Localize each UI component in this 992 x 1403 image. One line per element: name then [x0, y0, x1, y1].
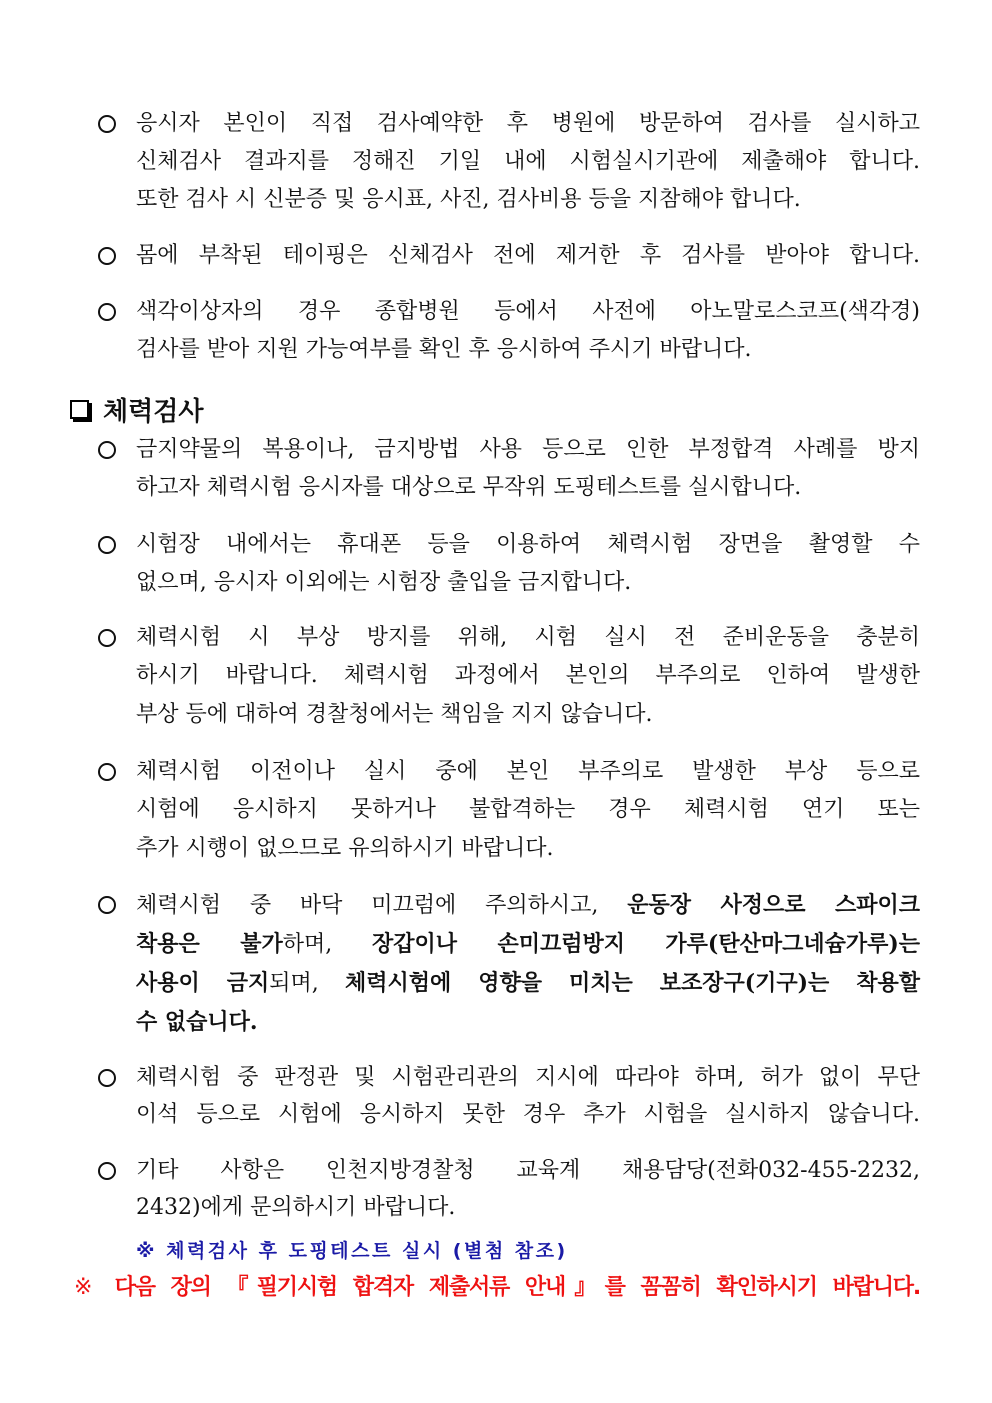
text-line: 부상 등에 대하여 경찰청에서는 책임을 지지 않습니다.	[136, 702, 653, 727]
text-line: 체력시험 중 판정관 및 시험관리관의 지시에 따라야 하며, 허가 없이 무단	[136, 1065, 920, 1090]
text-segment: 체력시험 중 바닥 미끄럼에 주의하시고,	[136, 893, 628, 918]
text-segment: 되며,	[269, 971, 346, 996]
section-heading-physical-test	[70, 392, 203, 426]
text-line: 체력시험 이전이나 실시 중에 본인 부주의로 발생한 부상 등으로	[136, 759, 920, 784]
emphasized-text: 운동장 사정으로 스파이크	[627, 892, 920, 918]
circle-bullet-icon	[98, 247, 116, 265]
text-line: 2432)에게 문의하시기 바랍니다.	[136, 1195, 456, 1220]
emphasized-text: 체력시험에 영향을 미치는 보조장구(기구)는 착용할	[345, 970, 920, 996]
text-line	[136, 967, 920, 999]
text-line: 기타 사항은 인천지방경찰청 교육계 채용담당(전화032-455-2232,	[136, 1158, 920, 1183]
circle-bullet-icon	[98, 763, 116, 781]
notice-text: 다음 장의 『필기시험 합격자 제출서류 안내』를 꼼꼼히 확인하시기 바랍니다.	[114, 1275, 921, 1300]
emphasized-text: 장갑이나 손미끄럼방지 가루(탄산마그네슘가루)는	[372, 931, 921, 957]
circle-bullet-icon	[98, 303, 116, 321]
circle-bullet-icon	[98, 1069, 116, 1087]
text-line: 검사를 받아 지원 가능여부를 확인 후 응시하여 주시기 바랍니다.	[136, 337, 752, 362]
text-line: 추가 시행이 없으므로 유의하시기 바랍니다.	[136, 836, 554, 861]
text-line	[136, 928, 920, 960]
submission-documents-notice	[74, 1270, 920, 1301]
emphasized-text: 사용이 금지	[136, 970, 270, 996]
square-bullet-icon	[70, 400, 89, 419]
text-line: 하고자 체력시험 응시자를 대상으로 무작위 도핑테스트를 실시합니다.	[136, 475, 802, 500]
circle-bullet-icon	[98, 896, 116, 914]
text-line: 수 없습니다.	[136, 1009, 258, 1035]
text-line: 또한 검사 시 신분증 및 응시표, 사진, 검사비용 등을 지참해야 합니다.	[136, 187, 801, 212]
text-line: 시험에 응시하지 못하거나 불합격하는 경우 체력시험 연기 또는	[136, 797, 920, 822]
circle-bullet-icon	[98, 1162, 116, 1180]
text-line: 체력시험 시 부상 방지를 위해, 시험 실시 전 준비운동을 충분히	[136, 625, 920, 650]
doping-test-note: ※ 체력검사 후 도핑테스트 실시 (별첨 참조)	[136, 1240, 568, 1262]
circle-bullet-icon	[98, 441, 116, 459]
text-line: 시험장 내에서는 휴대폰 등을 이용하여 체력시험 장면을 촬영할 수	[136, 532, 920, 557]
text-line: 이석 등으로 시험에 응시하지 못한 경우 추가 시험을 실시하지 않습니다.	[136, 1102, 920, 1127]
section-title: 체력검사	[103, 396, 204, 427]
text-line: 없으며, 응시자 이외에는 시험장 출입을 금지합니다.	[136, 570, 632, 595]
emphasized-text: 착용은 불가	[136, 931, 283, 957]
text-line: 금지약물의 복용이나, 금지방법 사용 등으로 인한 부정합격 사례를 방지	[136, 437, 920, 462]
reference-mark-icon: ※	[74, 1275, 101, 1300]
circle-bullet-icon	[98, 115, 116, 133]
text-line: 색각이상자의 경우 종합병원 등에서 사전에 아노말로스코프(색각경)	[136, 299, 920, 324]
text-line: 몸에 부착된 테이핑은 신체검사 전에 제거한 후 검사를 받아야 합니다.	[136, 243, 920, 268]
text-line: 하시기 바랍니다. 체력시험 과정에서 본인의 부주의로 인하여 발생한	[136, 663, 920, 688]
circle-bullet-icon	[98, 536, 116, 554]
text-line: 신체검사 결과지를 정해진 기일 내에 시험실시기관에 제출해야 합니다.	[136, 149, 920, 174]
text-line	[136, 889, 920, 921]
text-line: 응시자 본인이 직접 검사예약한 후 병원에 방문하여 검사를 실시하고	[136, 111, 920, 136]
circle-bullet-icon	[98, 629, 116, 647]
text-segment: 하며,	[282, 932, 372, 957]
